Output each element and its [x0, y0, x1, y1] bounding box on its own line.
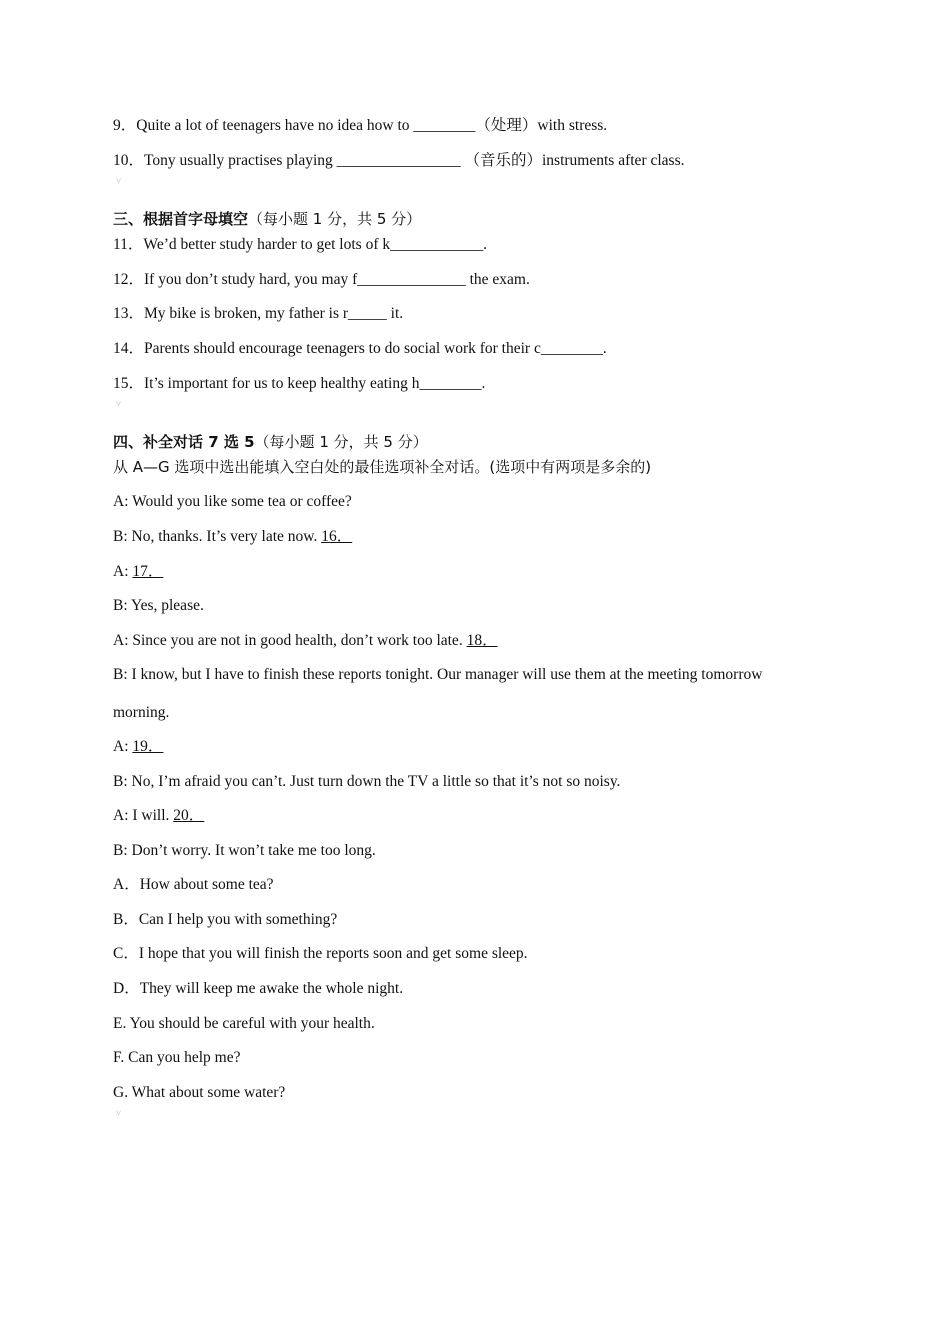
dialogue-line-9: A: I will. 20．: [113, 807, 205, 824]
question-13: 13．My bike is broken, my father is r_____ it.: [113, 305, 404, 322]
paragraph-mark: ˅: [116, 399, 122, 409]
section-4-heading: [113, 432, 428, 452]
blank-16: 16．: [321, 528, 353, 545]
question-12: 12．If you don’t study hard, you may f______________ the exam.: [113, 271, 530, 288]
blank-18: 18．: [466, 632, 498, 649]
dialogue-line-2: B: No, thanks. It’s very late now. 16．: [113, 528, 353, 545]
section-4-instruction: 从 A—G 选项中选出能填入空白处的最佳选项补全对话。(选项中有两项是多余的): [113, 458, 652, 476]
dialogue-line-7: A: 19．: [113, 738, 164, 755]
option-e: E. You should be careful with your health.: [113, 1015, 375, 1032]
question-9: 9．Quite a lot of teenagers have no idea how to ________（处理）with stress.: [113, 117, 608, 134]
section-3-heading: [113, 209, 421, 229]
section-4-title: 四、补全对话 7 选 5: [113, 433, 255, 451]
dialogue-line-1: A: Would you like some tea or coffee?: [113, 493, 352, 510]
question-15: 15．It’s important for us to keep healthy eating h________.: [113, 375, 486, 392]
option-a: A．How about some tea?: [113, 876, 274, 893]
option-c: C．I hope that you will finish the reports soon and get some sleep.: [113, 945, 528, 962]
question-14: 14．Parents should encourage teenagers to do social work for their c________.: [113, 340, 607, 357]
dialogue-line-4: B: Yes, please.: [113, 597, 204, 614]
dialogue-line-6a: B: I know, but I have to finish these reports tonight. Our manager will use them at the meeting tomorrow: [113, 666, 763, 683]
dialogue-line-10: B: Don’t worry. It won’t take me too long.: [113, 842, 376, 859]
option-d: D．They will keep me awake the whole night.: [113, 980, 404, 997]
question-10: 10．Tony usually practises playing ________________ （音乐的）instruments after class.: [113, 152, 685, 169]
paragraph-mark: ˅: [116, 176, 122, 186]
question-11: 11．We’d better study harder to get lots of k____________.: [113, 236, 487, 253]
dialogue-line-8: B: No, I’m afraid you can’t. Just turn down the TV a little so that it’s not so noisy.: [113, 773, 621, 790]
blank-17: 17．: [132, 563, 164, 580]
option-b: B．Can I help you with something?: [113, 911, 338, 928]
section-3-title: 三、根据首字母填空: [113, 210, 249, 228]
blank-19: 19．: [132, 738, 164, 755]
dialogue-line-5: A: Since you are not in good health, don’t work too late. 18．: [113, 632, 498, 649]
option-g: G. What about some water?: [113, 1084, 286, 1101]
section-3-scoring: （每小题 1 分，共 5 分）: [248, 210, 422, 228]
paragraph-mark: ˅: [116, 1108, 122, 1118]
blank-20: 20．: [173, 807, 205, 824]
dialogue-line-6b: morning.: [113, 704, 170, 721]
option-f: F. Can you help me?: [113, 1049, 241, 1066]
section-4-scoring: （每小题 1 分，共 5 分）: [254, 433, 428, 451]
dialogue-line-3: A: 17．: [113, 563, 164, 580]
